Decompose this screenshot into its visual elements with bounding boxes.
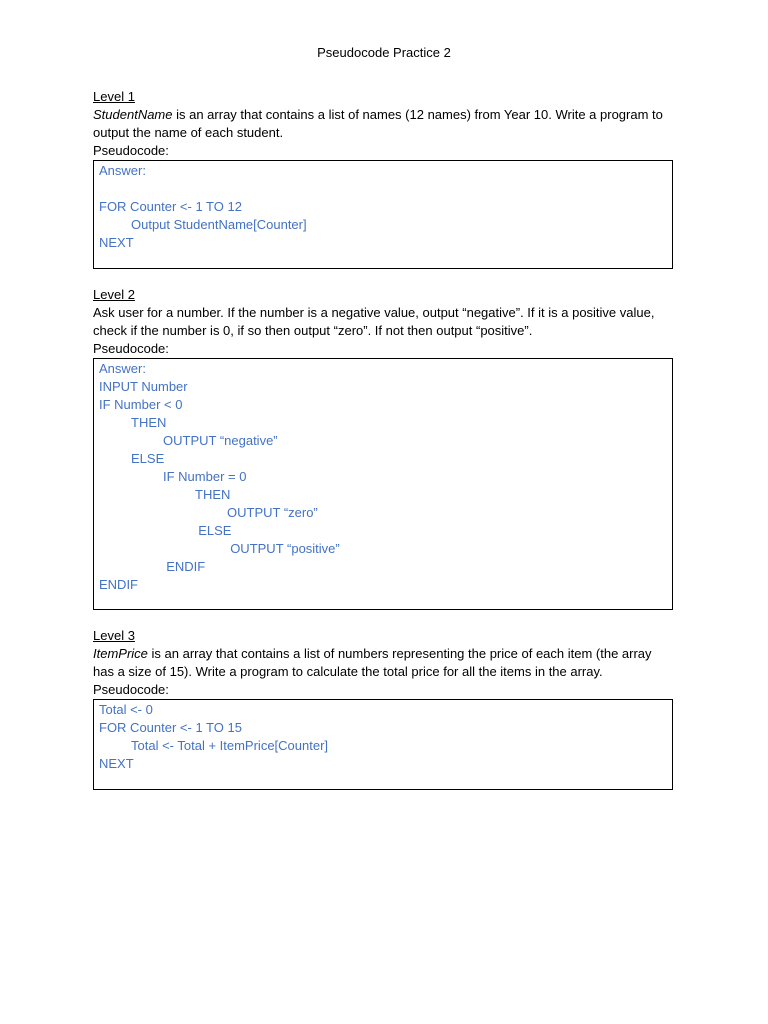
level-2-prompt bbox=[93, 304, 673, 340]
level-1-prompt bbox=[93, 106, 673, 142]
code-line: ENDIF bbox=[166, 559, 206, 574]
level-2-prompt-text: Ask user for a number. If the number is a negative value, output “negative”. If it is a positive value, check if the number is 0, if so then output “zero”. If not then output “positive”. bbox=[93, 305, 655, 338]
code-line: INPUT Number bbox=[99, 379, 188, 394]
code-line: OUTPUT “negative” bbox=[163, 433, 278, 448]
level-3-prompt bbox=[93, 645, 673, 681]
level-3-prompt-array-name: ItemPrice bbox=[93, 646, 148, 661]
code-line: THEN bbox=[195, 487, 231, 502]
code-line: IF Number = 0 bbox=[163, 469, 247, 484]
code-line bbox=[99, 180, 667, 198]
level-3-section bbox=[93, 627, 673, 790]
code-line: OUTPUT “zero” bbox=[227, 505, 318, 520]
level-1-heading: Level 1 bbox=[93, 89, 135, 104]
level-2-answer-box bbox=[93, 358, 673, 610]
code-line: ENDIF bbox=[99, 577, 138, 592]
level-1-pseudocode-label: Pseudocode: bbox=[93, 143, 169, 158]
level-1-section bbox=[93, 88, 673, 269]
page-title: Pseudocode Practice 2 bbox=[317, 45, 451, 60]
code-line: OUTPUT “positive” bbox=[230, 541, 340, 556]
code-line: Answer: bbox=[99, 163, 146, 178]
level-2-pseudocode-label: Pseudocode: bbox=[93, 341, 169, 356]
code-line: Total <- 0 bbox=[99, 702, 153, 717]
level-2-section bbox=[93, 286, 673, 610]
code-line: IF Number < 0 bbox=[99, 397, 183, 412]
level-1-prompt-text: is an array that contains a list of names (12 names) from Year 10. Write a program to output the name of each student. bbox=[93, 107, 663, 140]
level-1-prompt-array-name: StudentName bbox=[93, 107, 173, 122]
level-3-prompt-text: is an array that contains a list of numbers representing the price of each item (the array has a size of 15). Write a program to calculate the total price for all the items in the array. bbox=[93, 646, 652, 679]
level-3-pseudocode-label: Pseudocode: bbox=[93, 682, 169, 697]
code-line: Answer: bbox=[99, 361, 146, 376]
code-line: FOR Counter <- 1 TO 15 bbox=[99, 720, 242, 735]
code-line: Output StudentName[Counter] bbox=[131, 217, 307, 232]
code-line: NEXT bbox=[99, 235, 134, 250]
code-line: ELSE bbox=[198, 523, 232, 538]
code-line: THEN bbox=[131, 415, 167, 430]
code-line: NEXT bbox=[99, 756, 134, 771]
code-line: Total <- Total + ItemPrice[Counter] bbox=[131, 738, 329, 753]
level-3-answer-box bbox=[93, 699, 673, 790]
code-line: FOR Counter <- 1 TO 12 bbox=[99, 199, 242, 214]
level-1-answer-box bbox=[93, 160, 673, 269]
level-2-heading: Level 2 bbox=[93, 287, 135, 302]
level-3-heading: Level 3 bbox=[93, 628, 135, 643]
code-line: ELSE bbox=[131, 451, 165, 466]
